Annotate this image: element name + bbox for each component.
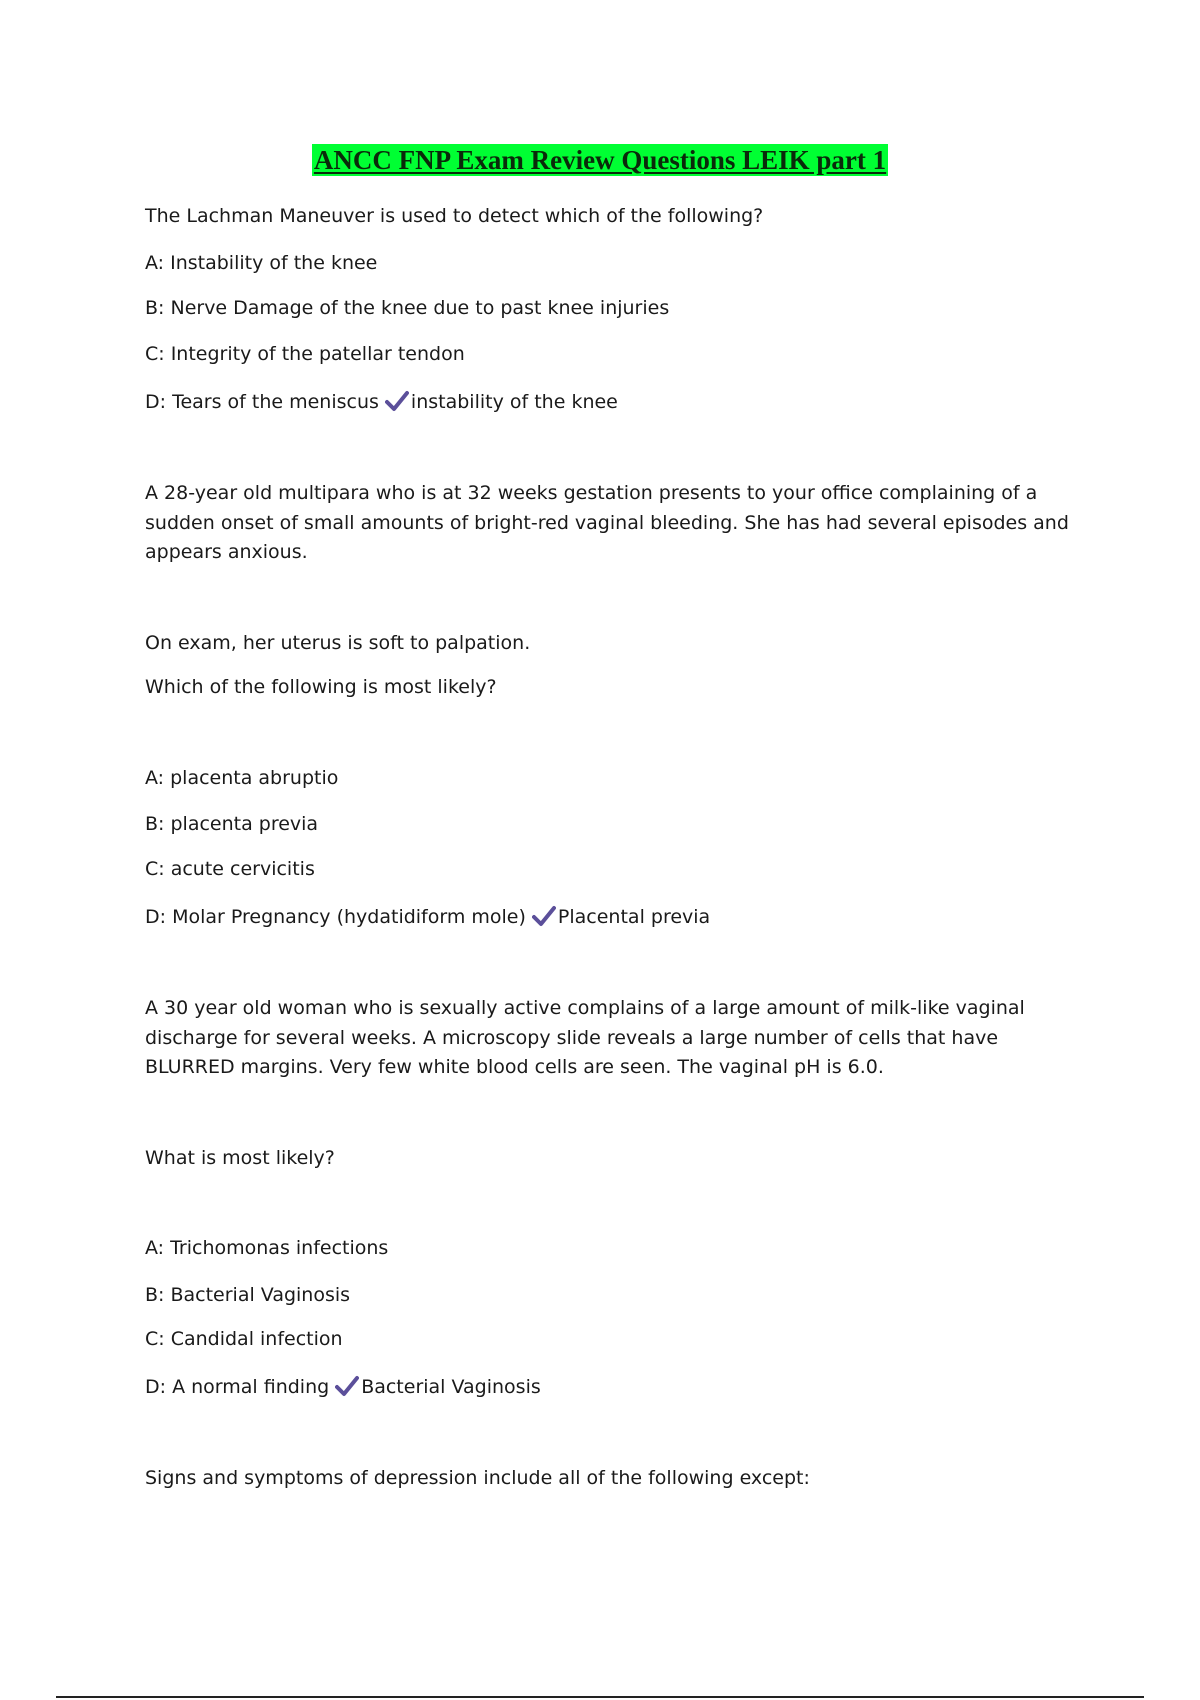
q1-option-d: D: Tears of the meniscus [145,391,379,413]
q2-exam: On exam, her uterus is soft to palpation. [145,632,531,654]
page-title: ANCC FNP Exam Review Questions LEIK part 1 [313,145,887,175]
q1-option-b: B: Nerve Damage of the knee due to past knee injuries [145,297,670,319]
checkmark-icon [385,390,409,412]
q2-option-d: D: Molar Pregnancy (hydatidiform mole) [145,906,526,928]
q3-answer: Bacterial Vaginosis [361,1376,541,1398]
q2-answer: Placental previa [557,906,711,928]
q1-question: The Lachman Maneuver is used to detect which of the following? [145,205,764,227]
q3-option-c: C: Candidal infection [145,1328,343,1350]
q3-option-d: D: A normal finding [145,1376,330,1398]
q2-option-d-row [145,903,710,932]
q1-option-a: A: Instability of the knee [145,252,378,274]
q2-option-b: B: placenta previa [145,813,319,835]
title-container [0,144,1200,176]
q1-option-d-row [145,388,618,417]
q1-option-c: C: Integrity of the patellar tendon [145,343,465,365]
q4-question: Signs and symptoms of depression include all of the following except: [145,1467,810,1489]
checkmark-icon [335,1375,359,1397]
q3-option-b: B: Bacterial Vaginosis [145,1284,351,1306]
q2-option-a: A: placenta abruptio [145,767,339,789]
q2-stem: A 28-year old multipara who is at 32 weeks gestation presents to your office complaining of a sudden onset of small amounts of bright-red vaginal bleeding. She has had several episodes and appears anxious. [145,482,1069,563]
q2-question: Which of the following is most likely? [145,676,497,698]
q3-stem: A 30 year old woman who is sexually active complains of a large amount of milk-like vaginal discharge for several weeks. A microscopy slide reveals a large number of cells that have BLURRED margins. Very few white blood cells are seen. The vaginal pH is 6.0. [145,997,1025,1078]
q3-option-a: A: Trichomonas infections [145,1237,389,1259]
q3-option-d-row [145,1373,541,1402]
q3-question: What is most likely? [145,1147,335,1169]
checkmark-icon [532,905,556,927]
q2-option-c: C: acute cervicitis [145,858,315,880]
footer-divider [56,1696,1144,1698]
q1-answer: instability of the knee [410,391,618,413]
